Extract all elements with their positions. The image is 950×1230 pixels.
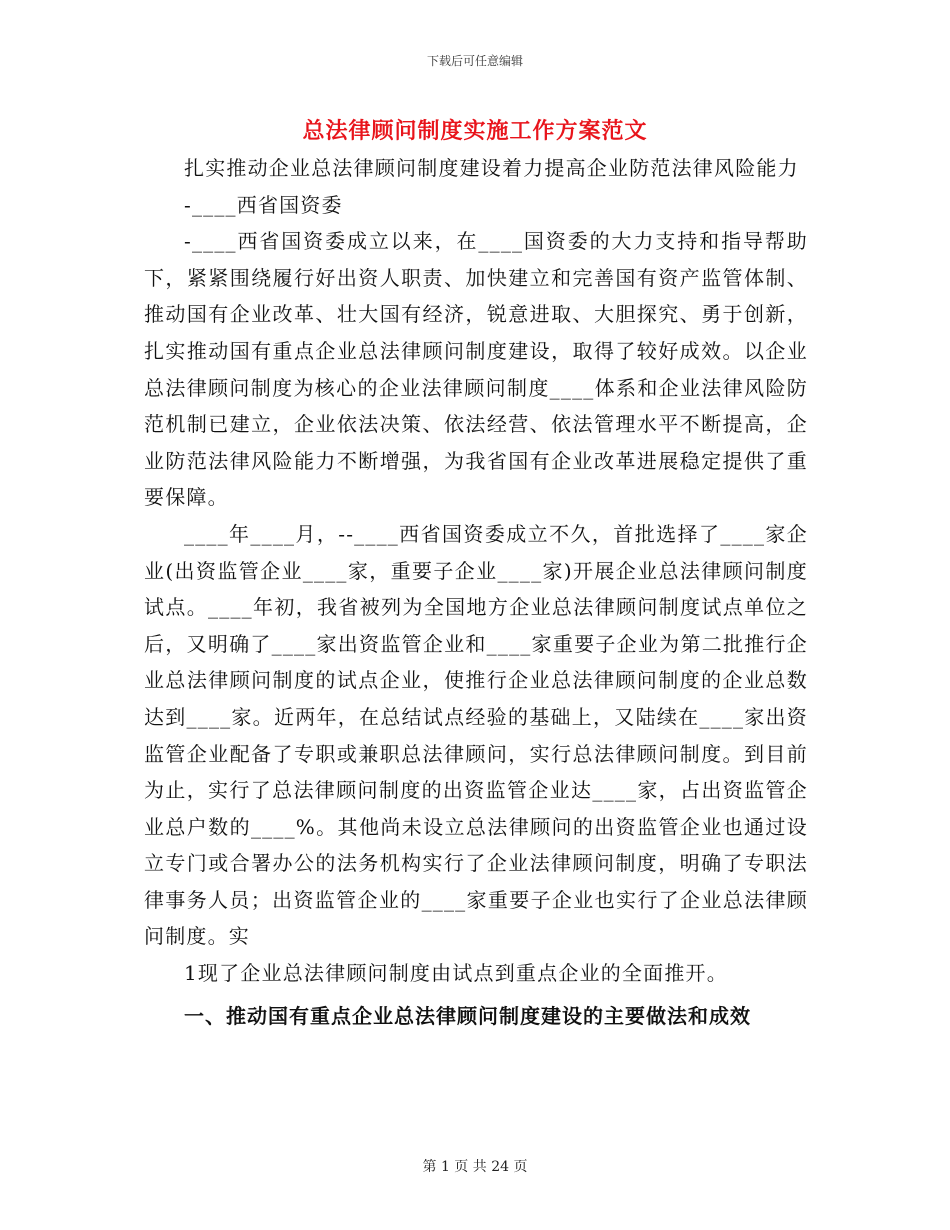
paragraph-intro: -____西省国资委成立以来，在____国资委的大力支持和指导帮助下，紧紧围绕履行好出资人职责、加快建立和完善国有资产监管体制、推动国有企业改革、壮大国有经济，锐意进取、大胆探究、勇于创新，扎实推动国有重点企业总法律顾问制度建设，取得了较好成效。以企业总法律顾问制度为核心的企业法律顾问制度____体系和企业法律风险防范机制已建立，企业依法决策、依法经营、依法管理水平不断提高，企业防范法律风险能力不断增强，为我省国有企业改革进展稳定提供了重要保障。 (144, 229, 808, 510)
section-heading: 一、推动国有重点企业总法律顾问制度建设的主要做法和成效 (184, 1003, 751, 1028)
page-number: 第 1 页 共 24 页 (422, 1159, 528, 1175)
paragraph-subtitle: 扎实推动企业总法律顾问制度建设着力提高企业防范法律风险能力 (184, 156, 799, 180)
header-note: 下载后可任意编辑 (426, 54, 523, 68)
paragraph-continuation: 1现了企业总法律顾问制度由试点到重点企业的全面推开。 (184, 961, 728, 986)
document-body (144, 150, 808, 1034)
paragraph-history: ____年____月，--____西省国资委成立不久，首批选择了____家企业(出资监管企业____家，重要子企业____家)开展企业总法律顾问制度试点。____年初，我省被列为全国地方企业总法律顾问制度试点单位之后，又明确了____家出资监管企业和____家重要子企业为第二批推行企业总法律顾问制度的试点企业，使推行企业总法律顾问制度的企业总数达到____家。近两年，在总结试点经验的基础上，又陆续在____家出资监管企业配备了专职或兼职总法律顾问，实行总法律顾问制度。到目前为止，实行了总法律顾问制度的出资监管企业达____家，占出资监管企业总户数的____%。其他尚未设立总法律顾问的出资监管企业也通过设立专门或合署办公的法务机构实行了企业法律顾问制度，明确了专职法律事务人员；出资监管企业的____家重要子企业也实行了企业总法律顾问制度。实 (144, 521, 808, 949)
paragraph-author: -____西省国资委 (184, 192, 343, 217)
document-title: 总法律顾问制度实施工作方案范文 (302, 118, 648, 144)
